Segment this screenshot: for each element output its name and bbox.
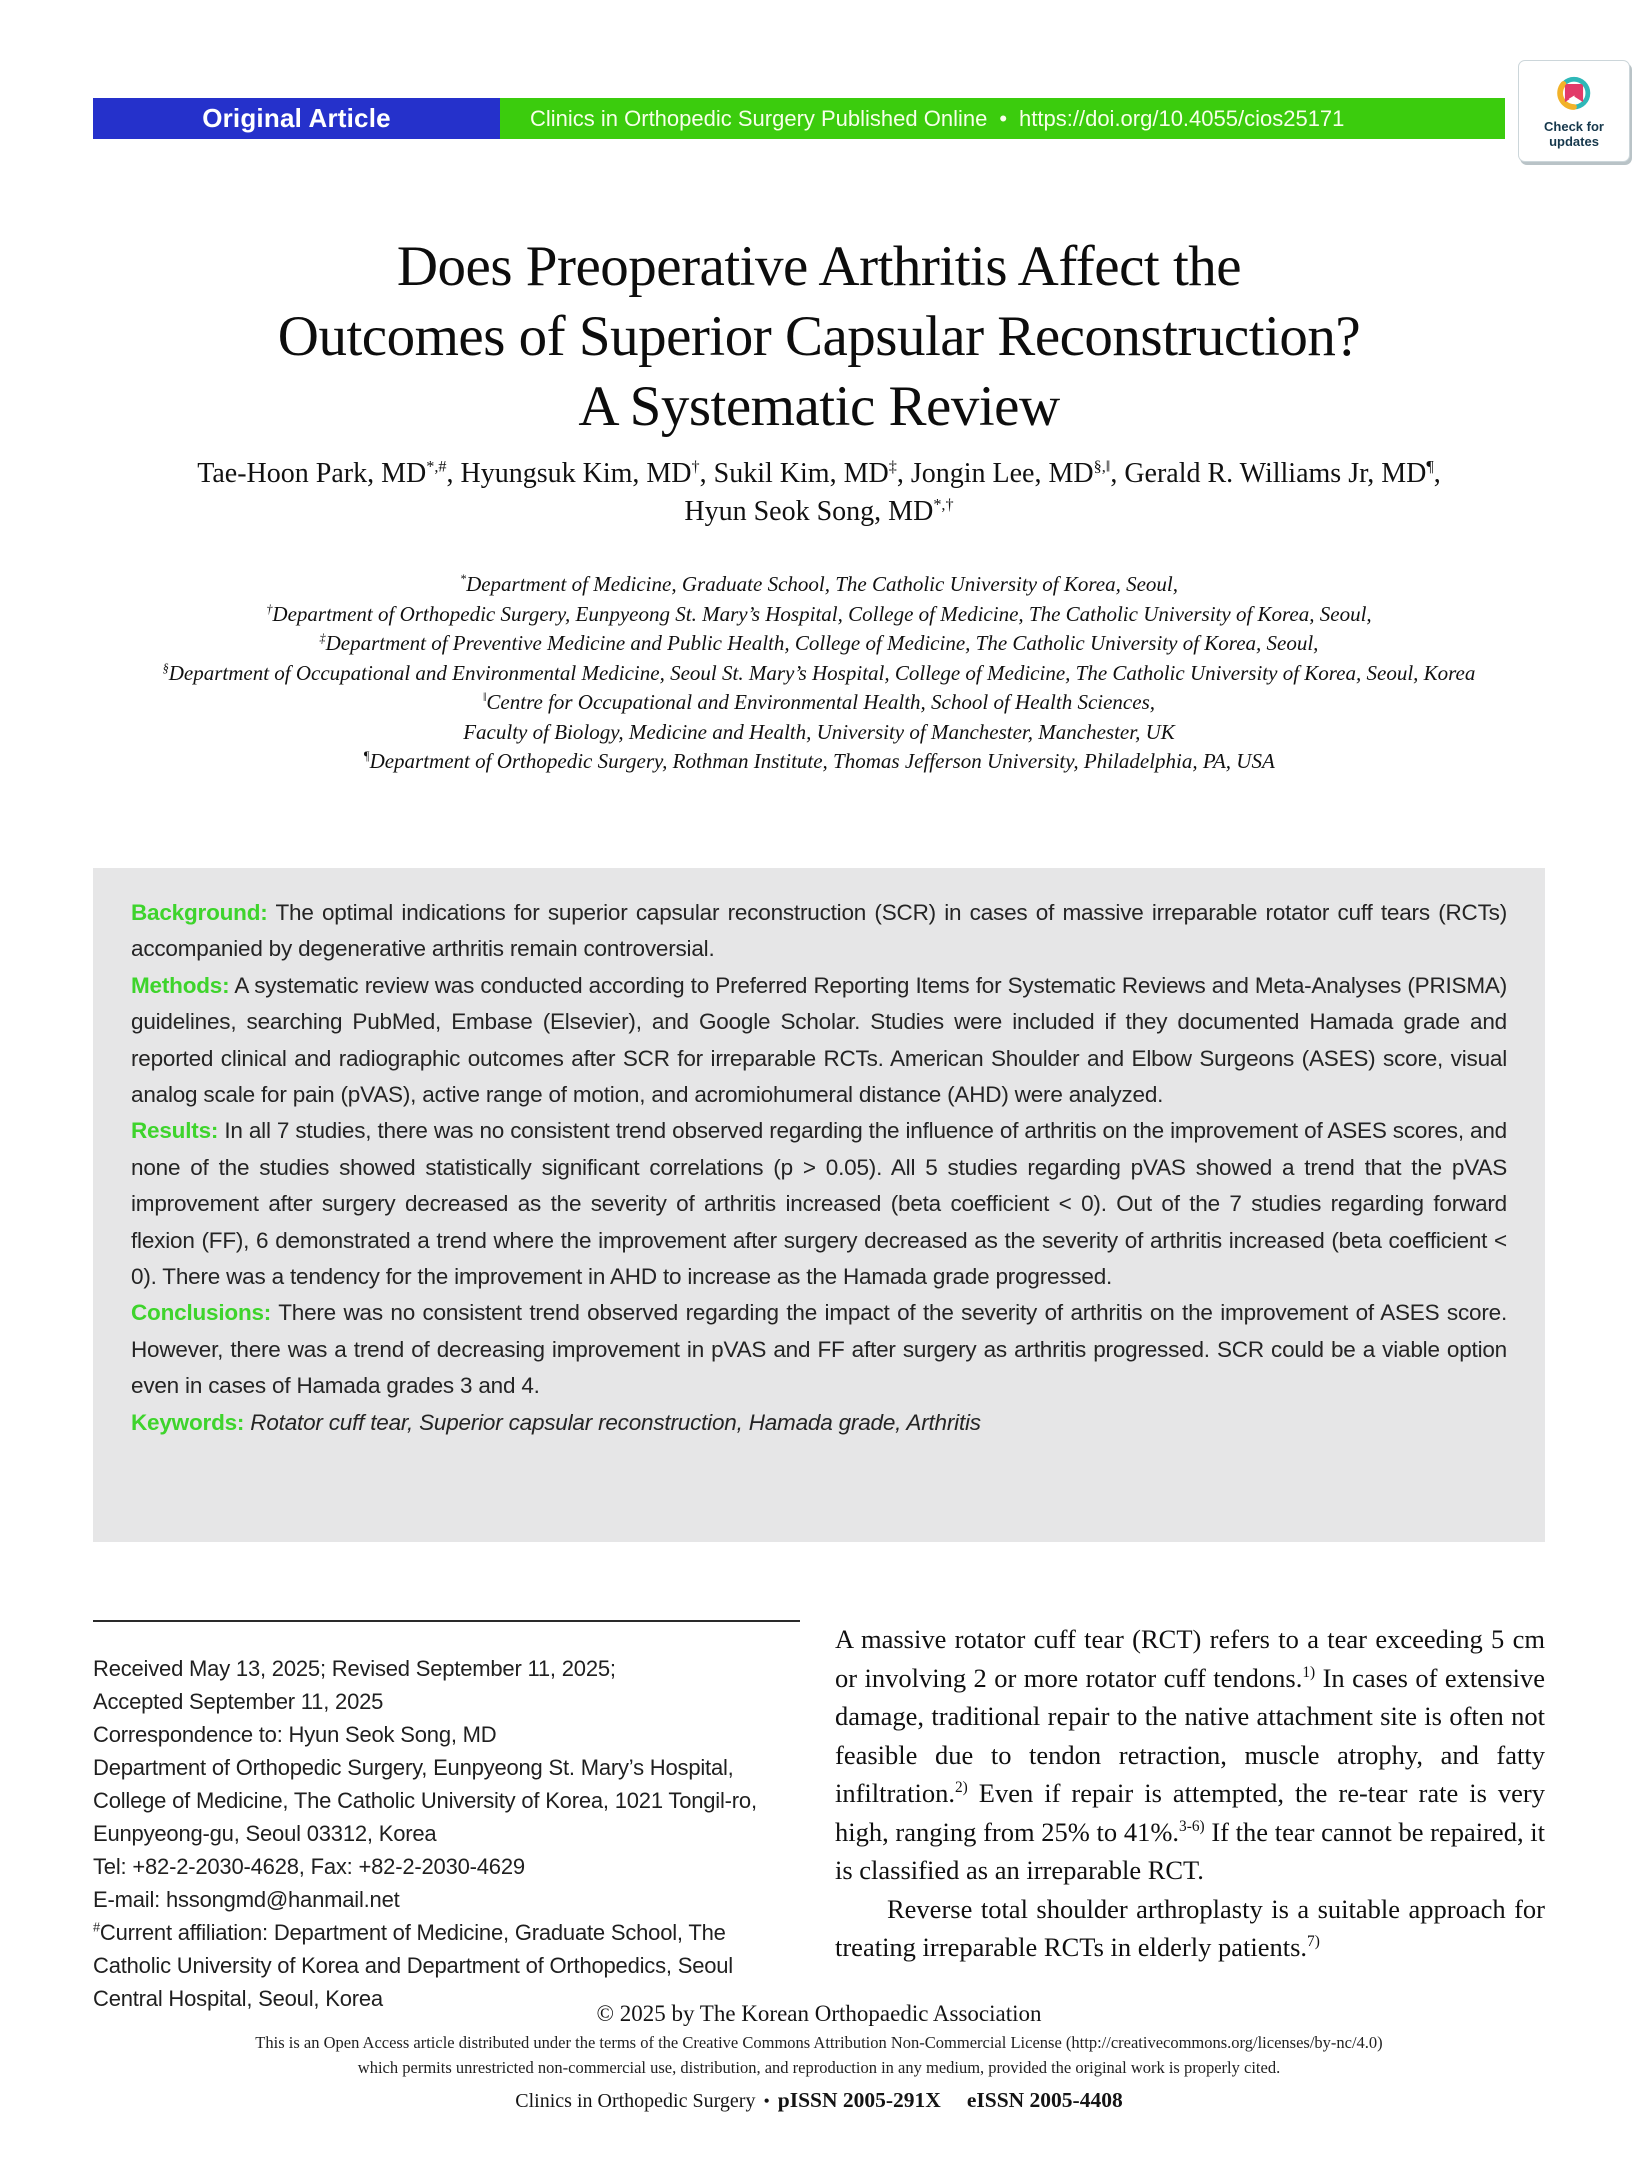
badge-label-line2: updates	[1549, 133, 1599, 149]
article-info-line: Accepted September 11, 2025	[93, 1689, 384, 1714]
author-name: Tae-Hoon Park, MD*,#	[197, 457, 447, 489]
footnote-marker: *	[459, 572, 467, 586]
pissn-label: pISSN 2005-291X	[777, 2088, 941, 2112]
reference-marker: 3-6)	[1179, 1817, 1205, 1835]
author-name: Jongin Lee, MD§,‖	[910, 457, 1111, 489]
crossmark-logo-icon	[1551, 73, 1597, 117]
abstract-section-text: The optimal indications for superior capsular reconstruction (SCR) in cases of massive irreparable rotator cuff tears (RCTs) accompanied by degenerative arthritis remain controversial.	[131, 900, 1507, 962]
bullet-separator: •	[763, 2091, 770, 2111]
footnote-marker: ‡	[319, 631, 326, 645]
introduction-column	[835, 1620, 1545, 2015]
affiliation: Faculty of Biology, Medicine and Health, University of Manchester, Manchester, UK	[463, 719, 1175, 744]
abstract-section	[131, 1405, 1507, 1441]
author-name: Hyungsuk Kim, MD†	[460, 457, 700, 489]
crossmark-badge-label	[1544, 120, 1604, 149]
footnote-marker: *,†	[933, 495, 954, 514]
affiliation: ¶Department of Orthopedic Surgery, Rothman Institute, Thomas Jefferson University, Philadelphia, PA, USA	[363, 749, 1275, 773]
journal-banner-text: Clinics in Orthopedic Surgery Published Online	[530, 106, 988, 131]
footnote-marker: ¶	[1426, 457, 1434, 476]
abstract-section-text: There was no consistent trend observed regarding the impact of the severity of arthritis on the improvement of ASES score. However, there was a trend of decreasing improvement in pVAS and FF after surgery as arthritis progressed. SCR could be a viable option even in cases of Hamada grades 3 and 4.	[131, 1300, 1507, 1399]
article-type-label: Original Article	[93, 98, 500, 139]
page-footer	[93, 1998, 1545, 2119]
article-info-lines	[93, 1652, 800, 2015]
article-info-line: Tel: +82-2-2030-4628, Fax: +82-2-2030-4629	[93, 1854, 525, 1879]
abstract-section-label: Methods:	[131, 972, 230, 998]
footnote-marker: †	[266, 601, 273, 616]
crossmark-badge[interactable]	[1518, 60, 1630, 162]
article-info-line: Received May 13, 2025; Revised September 11, 2025;	[93, 1656, 616, 1681]
abstract-section	[131, 1113, 1507, 1295]
affiliation: §Department of Occupational and Environmental Medicine, Seoul St. Mary’s Hospital, College of Medicine, The Catholic University of Korea, Seoul, Korea	[162, 660, 1476, 685]
divider-rule	[93, 1620, 800, 1622]
title-line-1: Does Preoperative Arthritis Affect the	[396, 235, 1242, 298]
footnote-marker: §,‖	[1093, 457, 1111, 476]
article-info-column	[93, 1620, 800, 2015]
article-title	[0, 232, 1638, 442]
footnote-marker: ‖	[483, 690, 487, 704]
abstract-section	[131, 1295, 1507, 1404]
article-info-line: #Current affiliation: Department of Medicine, Graduate School, The Catholic University of Korea and Department of Orthopedics, Seoul Central Hospital, Seoul, Korea	[93, 1919, 733, 2011]
affiliation-list	[0, 570, 1638, 777]
abstract-section	[131, 968, 1507, 1114]
affiliation: †Department of Orthopedic Surgery, Eunpyeong St. Mary’s Hospital, College of Medicine, The Catholic University of Korea, Seoul,	[266, 601, 1372, 626]
title-line-2: Outcomes of Superior Capsular Reconstruction?	[277, 305, 1361, 368]
badge-label-line1: Check for	[1544, 118, 1604, 134]
footnote-marker: ¶	[363, 749, 370, 763]
author-name: Sukil Kim, MD‡	[713, 457, 897, 489]
footnote-marker: †	[691, 457, 700, 476]
abstract-section-text: A systematic review was conducted according to Preferred Reporting Items for Systematic Reviews and Meta-Analyses (PRISMA) guidelines, searching PubMed, Embase (Elsevier), and Google Scholar. Studies were included if they documented Hamada grade and reported clinical and radiographic outcomes after SCR for irreparable RCTs. American Shoulder and Elbow Surgeons (ASES) score, visual analog scale for pain (pVAS), active range of motion, and acromiohumeral distance (AHD) were analyzed.	[131, 972, 1508, 1108]
author-name: Hyun Seok Song, MD*,†	[684, 495, 954, 527]
article-info-line: Correspondence to: Hyun Seok Song, MD	[93, 1722, 497, 1747]
header-bar	[93, 98, 1505, 139]
abstract-section-label: Keywords:	[131, 1409, 245, 1435]
introduction-paragraph: Reverse total shoulder arthroplasty is a suitable approach for treating irreparable RCTs in elderly patients.$^{7)}$	[835, 1893, 1545, 1962]
footnote-marker: #	[93, 1919, 100, 1935]
title-line-3: A Systematic Review	[578, 375, 1060, 438]
abstract-section	[131, 895, 1507, 968]
reference-marker: 7)	[1307, 1933, 1320, 1951]
reference-marker: 1)	[1302, 1663, 1316, 1681]
journal-banner	[500, 98, 1505, 139]
introduction-paragraph: A massive rotator cuff tear (RCT) refers to a tear exceeding 5 cm or involving 2 or more rotator cuff tendons.$^{1)}$ In cases of extensive damage, traditional repair to the native attachment site is often not feasible due to tendon retraction, muscle atrophy, and fatty infiltration.$^{2)}$ Even if repair is attempted, the re-tear rate is very high, ranging from 25% to 41%.$^{3-6)}$ If the tear cannot be repaired, it is classified as an irreparable RCT.	[835, 1624, 1545, 1885]
affiliation: ‡Department of Preventive Medicine and Public Health, College of Medicine, The Catholic University of Korea, Seoul,	[319, 631, 1319, 655]
affiliation: *Department of Medicine, Graduate School, The Catholic University of Korea, Seoul,	[459, 572, 1179, 596]
footnote-marker: *,#	[426, 457, 447, 476]
journal-issn-line	[93, 2082, 1545, 2119]
eissn-label: eISSN 2005-4408	[966, 2088, 1123, 2112]
abstract-box	[93, 868, 1545, 1542]
license-line-2: which permits unrestricted non-commercial use, distribution, and reproduction in any medium, provided the original work is properly cited.	[357, 2058, 1281, 2077]
doi-link[interactable]: https://doi.org/10.4055/cios25171	[1019, 106, 1345, 131]
journal-name: Clinics in Orthopedic Surgery	[515, 2090, 756, 2112]
article-info-line: E-mail: hssongmd@hanmail.net	[93, 1887, 400, 1912]
two-column-body	[93, 1620, 1545, 2015]
copyright-line: © 2025 by The Korean Orthopaedic Association	[596, 2001, 1042, 2026]
reference-marker: 2)	[954, 1779, 968, 1797]
abstract-section-label: Background:	[131, 900, 268, 925]
authors-line-1: Tae-Hoon Park, MD*,#, Hyungsuk Kim, MD†, Sukil Kim, MD‡, Jongin Lee, MD§,‖, Gerald R. Williams Jr, MD¶,	[197, 457, 1441, 489]
abstract-section-text: In all 7 studies, there was no consistent trend observed regarding the influence of arthritis on the improvement of ASES scores, and none of the studies showed statistically significant correlations (p > 0.05). All 5 studies regarding pVAS showed a trend that the pVAS improvement after surgery decreased as the severity of arthritis increased (beta coefficient < 0). Out of the 7 studies regarding forward flexion (FF), 6 demonstrated a trend where the improvement after surgery decreased as the severity of arthritis increased (beta coefficient < 0). There was a tendency for the improvement in AHD to increase as the Hamada grade progressed.	[131, 1118, 1507, 1290]
abstract-section-label: Results:	[131, 1118, 219, 1144]
article-info-line: Department of Orthopedic Surgery, Eunpyeong St. Mary’s Hospital, College of Medicine, The Catholic University of Korea, 1021 Tongil-ro, Eunpyeong-gu, Seoul 03312, Korea	[93, 1755, 757, 1846]
abstract-section-text: Rotator cuff tear, Superior capsular reconstruction, Hamada grade, Arthritis	[250, 1409, 981, 1435]
footnote-marker: ‡	[888, 457, 897, 476]
author-list	[0, 455, 1638, 531]
author-name: Gerald R. Williams Jr, MD¶	[1124, 457, 1434, 489]
footnote-marker: §	[162, 660, 169, 675]
bullet-separator: •	[999, 106, 1008, 131]
authors-line-2	[0, 493, 1638, 531]
license-line-1: This is an Open Access article distributed under the terms of the Creative Commons Attribution Non-Commercial License (http://creativecommons.org/licenses/by-nc/4.0)	[255, 2033, 1383, 2052]
abstract-section-label: Conclusions:	[131, 1300, 272, 1326]
affiliation: ‖Centre for Occupational and Environmental Health, School of Health Sciences,	[483, 690, 1155, 714]
